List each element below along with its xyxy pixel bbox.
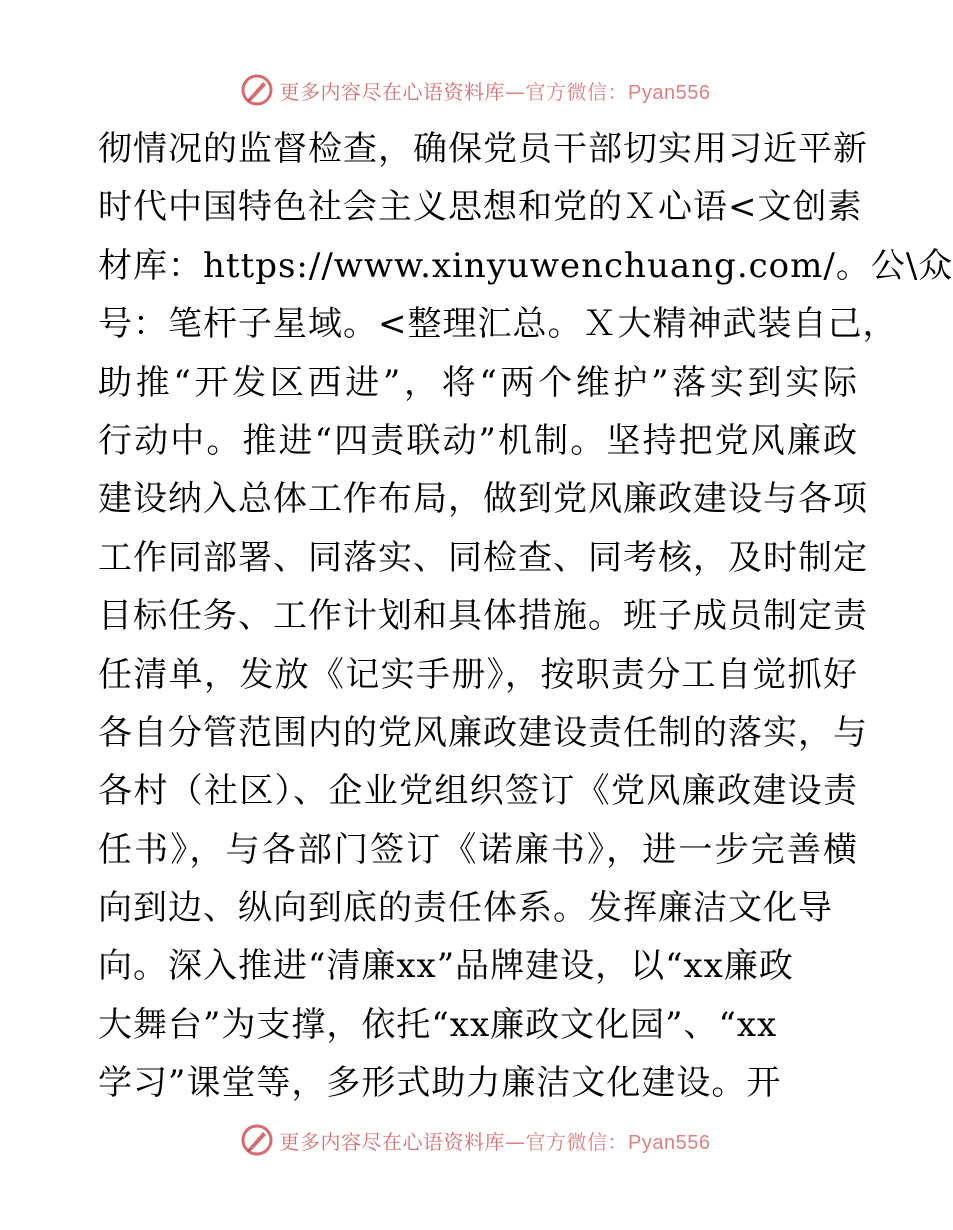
footer-separator: —: [505, 1129, 526, 1154]
document-line: 彻情况的监督检查，确保党员干部切实用习近平新: [98, 129, 868, 169]
document-line: 大舞台”为支撑，依托“xx廉政文化园”、“xx: [98, 1004, 778, 1045]
header-banner-text: [280, 76, 711, 105]
document-line: 建设纳入总体工作布局，做到党风廉政建设与各项: [98, 479, 868, 520]
header-wechat-label: 官方微信：: [525, 79, 629, 104]
footer-wechat-id: Pyan556: [628, 1131, 711, 1154]
header-separator: —: [505, 79, 526, 104]
footer-wechat-label: 官方微信：: [525, 1129, 629, 1154]
header-wechat-id: Pyan556: [628, 81, 711, 104]
document-line: 目标任务、工作计划和具体措施。班子成员制定责: [98, 596, 868, 637]
document-line: 各村（社区）、企业党组织签订《党风廉政建设责: [98, 771, 858, 812]
document-line: 材库：https://www.xinyuwenchuang.com/。公\众: [98, 245, 953, 286]
document-line: 工作同部署、同落实、同检查、同考核，及时制定: [98, 537, 868, 578]
document-line: 任清单，发放《记实手册》，按职责分工自觉抓好: [98, 654, 858, 695]
footer-brand-text: 更多内容尽在心语资料库: [279, 1129, 506, 1154]
document-line: 各自分管范围内的党风廉政建设责任制的落实，与: [98, 712, 868, 753]
header-banner: [0, 70, 950, 110]
document-line: 时代中国特色社会主义思想和党的Ｘ心语<文创素: [98, 187, 863, 228]
quill-seal-icon: [240, 73, 274, 107]
footer-banner-text: [280, 1126, 711, 1155]
document-line: 向。深入推进“清廉xx”品牌建设，以“xx廉政: [98, 946, 794, 987]
document-line: 学习”课堂等，多形式助力廉洁文化建设。开: [98, 1063, 782, 1104]
document-body: [98, 120, 953, 1113]
quill-seal-icon: [240, 1123, 274, 1157]
document-line: 行动中。推进“四责联动”机制。坚持把党风廉政: [98, 420, 858, 461]
document-line: 助推“开发区西进”，将“两个维护”落实到实际: [98, 362, 858, 403]
header-brand-text: 更多内容尽在心语资料库: [279, 79, 506, 104]
document-line: 向到边、纵向到底的责任体系。发挥廉洁文化导: [98, 888, 833, 929]
document-line: 号：笔杆子星域。<整理汇总。Ｘ大精神武装自己，: [98, 304, 898, 345]
document-line: 任书》，与各部门签订《诺廉书》，进一步完善横: [98, 829, 858, 870]
footer-banner: [0, 1120, 950, 1160]
